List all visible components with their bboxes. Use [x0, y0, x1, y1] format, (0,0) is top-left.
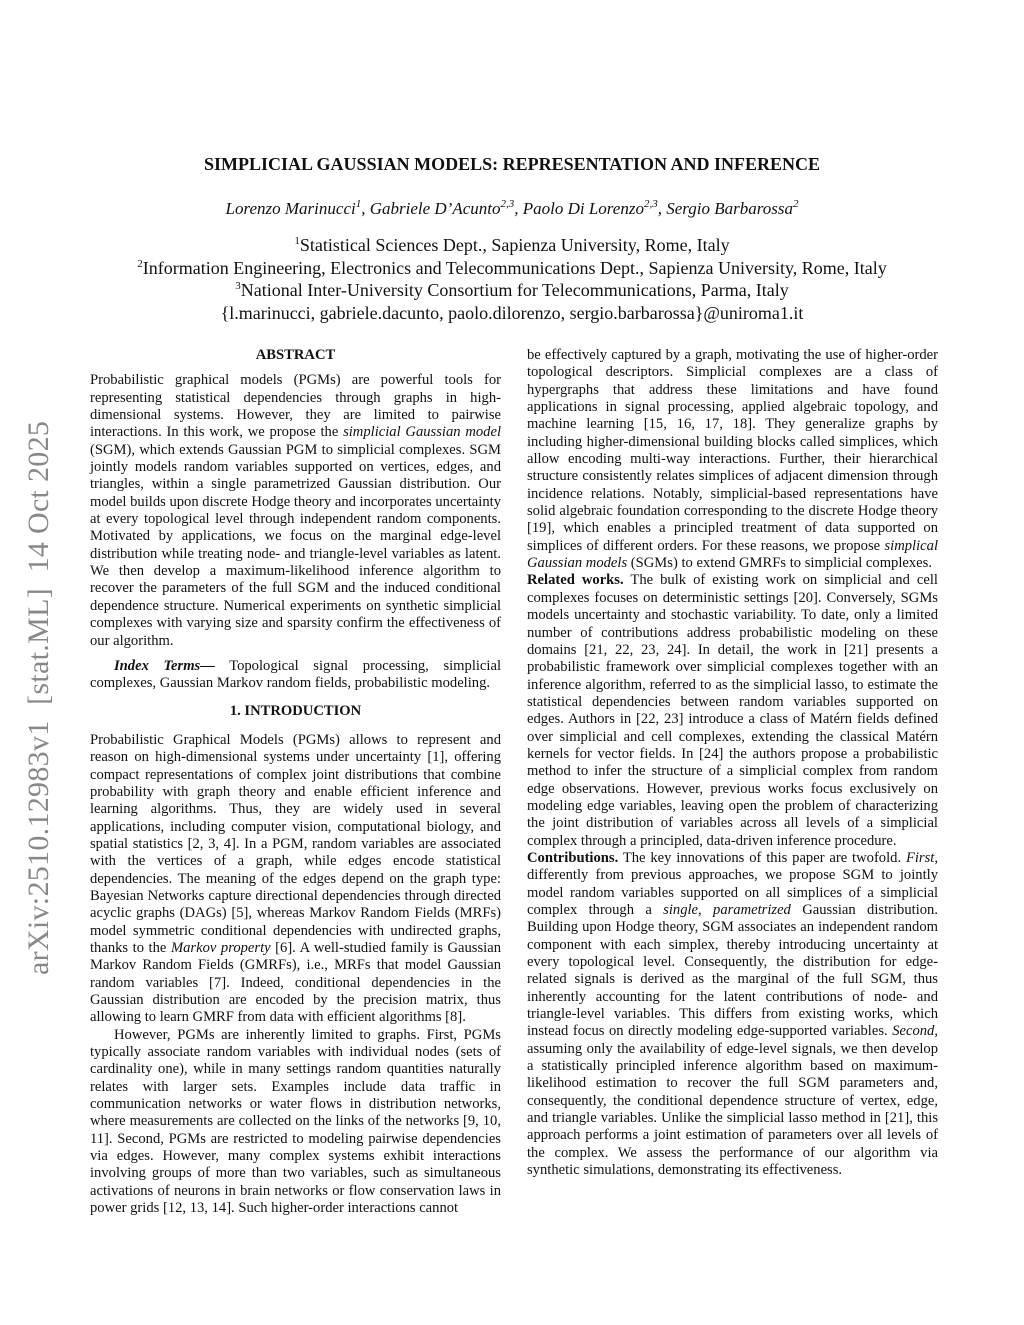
author-list: Lorenzo Marinucci$^1$, Gabriele D’Acunto$^{2,3}$, Paolo Di Lorenzo$^{2,3}$, Sergio Barbarossa$^2$: [225, 198, 799, 218]
author-affiliation: 1: [355, 198, 362, 210]
author-name: Lorenzo Marinucci: [225, 199, 356, 218]
index-terms-text: Topological signal processing, simplicial complexes, Gaussian Markov random fields, probabilistic modeling.: [90, 657, 502, 692]
emphasis: Second: [892, 1023, 935, 1040]
text-run: [6]. A well-studied family is Gaussian Markov Random Fields (GMRFs), i.e., MRFs that model Gaussian random variables [7]. Indeed, conditional dependencies in the Gaussian distribution are encoded by the precision matrix, thus allowing to learn GMRF from data with efficient algorithms [8].: [90, 940, 501, 1026]
affiliation-number: 3: [235, 280, 241, 293]
affiliation-number: 2: [137, 257, 143, 270]
affiliation: [0, 234, 1024, 257]
affiliation: [0, 279, 1024, 302]
author-affiliation: 2,3: [643, 198, 658, 210]
related-works-paragraph: [527, 572, 938, 850]
author-name: Sergio Barbarossa: [666, 199, 793, 218]
abstract-text: [90, 372, 501, 650]
abstract-heading: ABSTRACT: [255, 347, 336, 363]
paper-title: SIMPLICIAL GAUSSIAN MODELS: REPRESENTATION AND INFERENCE: [204, 154, 820, 174]
author-affiliation: 2: [792, 198, 799, 210]
author-name: Gabriele D’Acunto: [369, 199, 501, 218]
affiliation-text: Statistical Sciences Dept., Sapienza University, Rome, Italy: [299, 235, 730, 255]
affiliation-text: National Inter-University Consortium for Telecommunications, Parma, Italy: [240, 280, 789, 301]
intro-paragraph: [90, 732, 501, 1027]
affiliation-number: 1: [294, 235, 300, 247]
intro-paragraph: However, PGMs are inherently limited to graphs. First, PGMs typically associate random variables with individual nodes (sets of cardinality one), while in many settings random quantities naturally relates with larger sets. Examples include data traffic in communication networks or water flows in distribution networks, where measurements are collected on the links of the networks [9, 10, 11]. Second, PGMs are restricted to modeling pairwise dependencies via edges. However, many complex systems exhibit interactions involving groups of more than two variables, such as simultaneous activations of neurons in brain networks or flow conservation laws in power grids [12, 13, 14]. Such higher-order interactions cannot: [90, 1026, 501, 1217]
text-run: Gaussian distribution. Building upon Hodge theory, SGM associates an independent random component with each simplex, thereby introducing uncertainty at every topological level. Consequently, the distribution for edge-related signals is derived as the marginal of the full SGM, thus inherently accounting for the latent contributions of node- and triangle-level variables. This differs from existing works, which instead focus on directly modeling edge-supported variables.: [527, 902, 938, 1040]
author-emails: {l.marinucci, gabriele.dacunto, paolo.dilorenzo, sergio.barbarossa}@uniroma1.it: [220, 303, 804, 324]
right-column: [527, 347, 938, 1180]
text-run: The bulk of existing work on simplicial and cell complexes focuses on deterministic settings [20]. Conversely, SGMs models uncertainty and stochastic variability. To date, only a limited number of contributions address probabilistic modeling on these domains [21, 22, 23, 24]. In detail, the work in [21] presents a probabilistic framework over simplicial complexes together with an inference algorithm, referred to as the simplicial lasso, to estimate the statistical dependencies between random variables supported on edges. Authors in [22, 23] introduce a class of Matérn fields defined over simplicial and cell complexes, extending the classical Matérn kernels for vector fields. In [24] the authors propose a probabilistic method to infer the structure of a simplicial complex from random edge observations. However, previous works focus exclusively on modeling edge variables, leaving open the problem of characterizing the joint distribution of variables across all levels of a simplicial complex through a principled, data-driven inference procedure.: [527, 572, 938, 849]
index-terms-label: Index Terms—: [114, 657, 215, 674]
text-run: be effectively captured by a graph, motivating the use of higher-order topological descriptors. Simplicial complexes are a class of hypergraphs that address these limitations and have found applications in signal processing, applied algebraic topology, and machine learning [15, 16, 17, 18]. They generalize graphs by including higher-dimensional building blocks called simplices, which allow encoding multi-way interactions. Further, their hierarchical structure consistently relates simplices of adjacent dimension through incidence relations. Notably, simplicial-based representations have solid algebraic foundation corresponding to the discrete Hodge theory [19], which enables a principled treatment of data supported on simplices of different orders. For these reasons, we propose: [527, 347, 938, 554]
contributions-paragraph: [527, 850, 938, 1180]
emphasis: simplical Gaussian models: [527, 537, 938, 572]
affiliations: [0, 234, 1024, 325]
emphasis: First: [905, 849, 935, 866]
emphasis: single, parametrized: [663, 902, 791, 918]
author-affiliation: 2,3: [500, 198, 515, 210]
left-column: [90, 347, 501, 1218]
section-heading-introduction: 1. INTRODUCTION: [229, 702, 362, 719]
index-terms: [90, 658, 501, 693]
paragraph-label: Related works.: [527, 572, 624, 589]
emphasis: simplicial Gaussian model: [343, 424, 501, 441]
text-run: , assuming only the availability of edge-level signals, we then develop a statistically principled inference algorithm based on maximum-likelihood estimation to recover the full SGM parameters and, consequently, the conditional dependence structure of vertex, edge, and triangle variables. Unlike the simplicial lasso method in [21], this approach performs a joint estimation of parameters over all levels of the complex. We assess the performance of our algorithm via synthetic simulations, demonstrating its effectiveness.: [527, 1023, 938, 1179]
affiliation: [0, 257, 1024, 280]
affiliation-text: Information Engineering, Electronics and Telecommunications Dept., Sapienza University, Rome, Italy: [142, 257, 887, 278]
text-run: Probabilistic Graphical Models (PGMs) allows to represent and reason on high-dimensional systems under uncertainty [1], offering compact representations of complex joint distributions that combine probability with graph theory and enable efficient inference and learning algorithms. Thus, they are widely used in several applications, including computer vision, computational biology, and spatial statistics [2, 3, 4]. In a PGM, random variables are associated with the vertices of a graph, while edges encode statistical dependencies. The meaning of the edges depend on the graph type: Bayesian Networks capture directional dependencies through directed acyclic graphs (DAGs) [5], whereas Markov Random Fields (MRFs) model symmetric conditional dependencies with undirected graphs, thanks to the: [90, 731, 501, 956]
text-run: , differently from previous approaches, we propose SGM to jointly model random variables supported on all simplices of a simplicial complex through a: [527, 849, 938, 918]
intro-paragraph: [527, 347, 938, 572]
text-run: (SGM), which extends Gaussian PGM to simplicial complexes. SGM jointly models random variables supported on vertices, edges, and triangles, within a single parametrized Gaussian distribution. Our model builds upon discrete Hodge theory and incorporates uncertainty at every topological level through independent random components. Motivated by applications, we focus on the marginal edge-level distribution while treating node- and triangle-level variables as latent. We then develop a maximum-likelihood inference algorithm to recover the parameters of the full SGM and the induced conditional dependence structure. Numerical experiments on synthetic simplicial complexes with varying size and sparsity confirm the effectiveness of our algorithm.: [90, 441, 501, 649]
text-run: (SGMs) to extend GMRFs to simplicial complexes.: [627, 555, 932, 572]
arxiv-stamp: arXiv:2510.12983v1 [stat.ML] 14 Oct 2025: [22, 420, 55, 975]
text-run: The key innovations of this paper are twofold.: [618, 849, 906, 866]
paragraph-label: Contributions.: [527, 849, 619, 866]
author-name: Paolo Di Lorenzo: [522, 199, 644, 218]
text-run: Probabilistic graphical models (PGMs) are powerful tools for representing statistical dependencies through graphs in high-dimensional systems. However, they are limited to pairwise interactions. In this work, we propose the: [90, 372, 501, 441]
emphasis: Markov property: [170, 940, 271, 956]
